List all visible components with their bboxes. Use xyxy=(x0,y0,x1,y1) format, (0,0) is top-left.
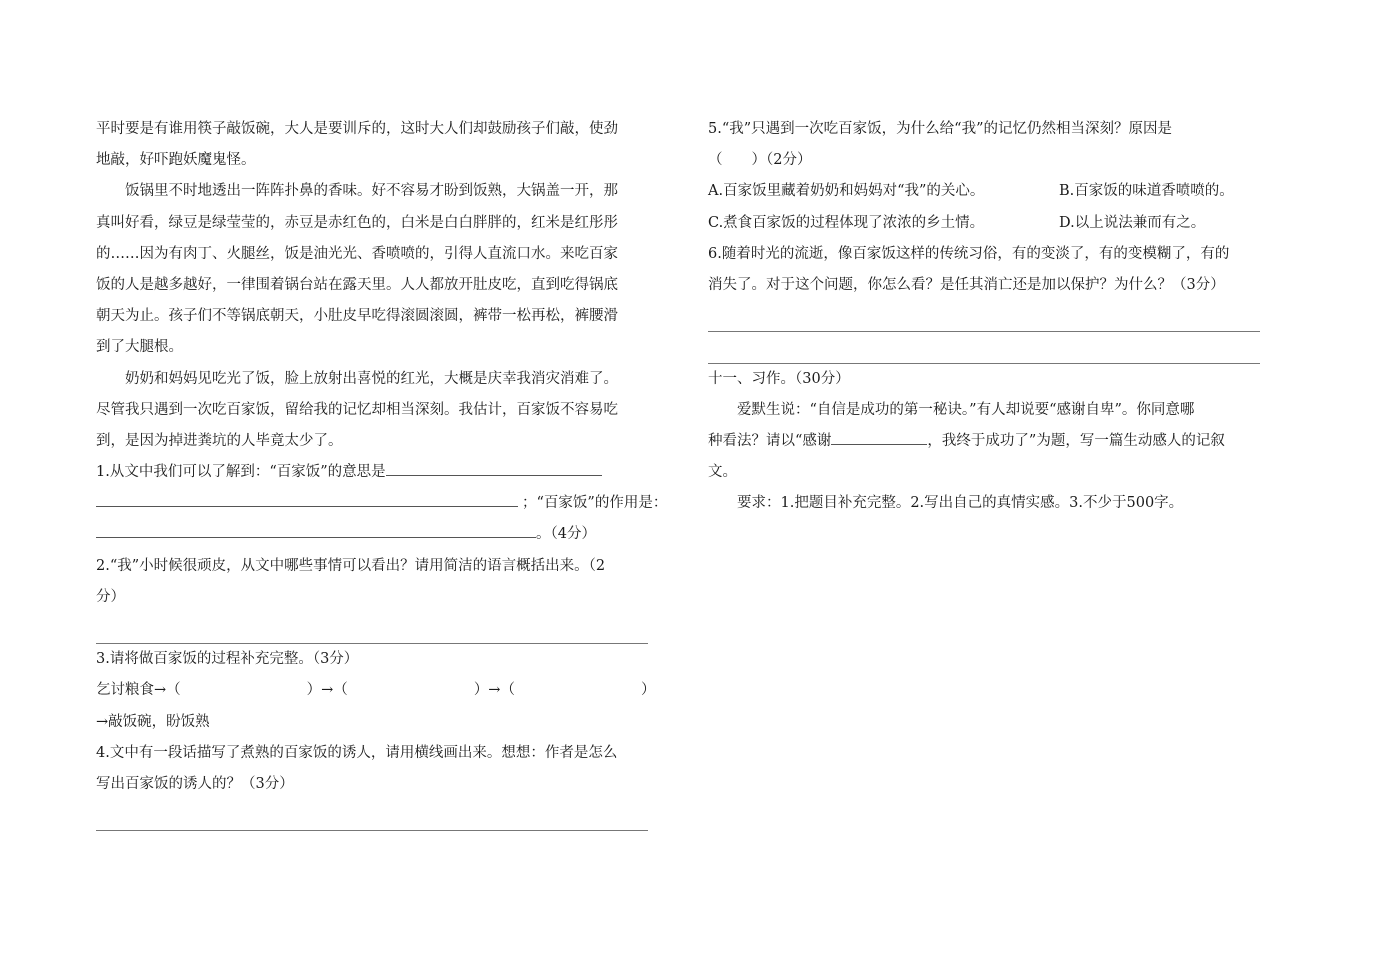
answer-line[interactable] xyxy=(96,613,688,644)
question-1-line2 xyxy=(96,488,688,519)
question-3-last: →敲饭碗，盼饭熟 xyxy=(96,713,210,730)
right-column xyxy=(708,114,1288,519)
option-d[interactable]: D.以上说法兼而有之。 xyxy=(1059,214,1206,231)
passage-line: 地敲，好吓跑妖魔鬼怪。 xyxy=(96,152,256,169)
composition-prompt: 爱默生说：“自信是成功的第一秘诀。”有人却说要“感谢自卑”。你同意哪 xyxy=(737,401,1195,418)
question-6: 6.随着时光的流逝，像百家饭这样的传统习俗，有的变淡了，有的变模糊了，有的 xyxy=(708,245,1230,262)
answer-blank[interactable] xyxy=(386,457,602,476)
question-4-line2: 写出百家饭的诱人的？（3分） xyxy=(96,775,294,792)
process-arrow: ）→（ xyxy=(306,682,348,699)
left-column xyxy=(96,114,688,831)
question-1-line3 xyxy=(96,519,688,550)
question-5-line2: （ ）（2分） xyxy=(708,152,812,169)
process-arrow: ）→（ xyxy=(473,682,515,699)
passage-line: 的……因为有肉丁、火腿丝，饭是油光光、香喷喷的，引得人直流口水。来吃百家 xyxy=(96,245,618,262)
question-2: 2.“我”小时候很顽皮，从文中哪些事情可以看出？请用简洁的语言概括出来。（2 xyxy=(96,557,606,574)
question-2-line2: 分） xyxy=(96,588,125,605)
option-c[interactable]: C.煮食百家饭的过程体现了浓浓的乡土情。 xyxy=(708,214,985,231)
composition-title: 十一、习作。（30分） xyxy=(708,370,850,387)
question-6-line2: 消失了。对于这个问题，你怎么看？是任其消亡还是加以保护？为什么？（3分） xyxy=(708,276,1225,293)
question-1-text: 。（4分） xyxy=(536,526,596,543)
passage-line: 真叫好看，绿豆是绿莹莹的，赤豆是赤红色的，白米是白白胖胖的，红米是红彤彤 xyxy=(96,214,618,231)
composition-prompt-line3: 文。 xyxy=(708,464,737,481)
passage-line: 到，是因为掉进粪坑的人毕竟太少了。 xyxy=(96,432,343,449)
composition-prompt-line2 xyxy=(708,426,1288,457)
composition-requirements: 要求：1.把题目补充完整。2.写出自己的真情实感。3.不少于500字。 xyxy=(737,495,1184,512)
passage-line: 朝天为止。孩子们不等锅底朝天，小肚皮早吃得滚圆滚圆，裤带一松再松，裤腰滑 xyxy=(96,308,618,325)
passage-line: 饭的人是越多越好，一律围着锅台站在露天里。人人都放开肚皮吃，直到吃得锅底 xyxy=(96,276,618,293)
answer-blank[interactable] xyxy=(96,488,518,507)
option-b[interactable]: B.百家饭的味道香喷喷的。 xyxy=(1059,183,1234,200)
passage-line: 饭锅里不时地透出一阵阵扑鼻的香味。好不容易才盼到饭熟，大锅盖一开，那 xyxy=(125,183,618,200)
option-a[interactable]: A.百家饭里藏着奶奶和妈妈对“我”的关心。 xyxy=(708,183,985,200)
question-5-options-row1 xyxy=(708,176,1288,207)
question-1-text: ；“百家饭”的作用是： xyxy=(522,495,668,512)
process-end: ） xyxy=(640,682,656,699)
passage-line: 尽管我只遇到一次吃百家饭，留给我的记忆却相当深刻。我估计，百家饭不容易吃 xyxy=(96,401,618,418)
title-blank[interactable] xyxy=(831,426,927,445)
question-3-process xyxy=(96,675,688,706)
passage-line: 平时要是有谁用筷子敲饭碗，大人是要训斥的，这时大人们却鼓励孩子们敲，使劲 xyxy=(96,121,618,137)
question-3: 3.请将做百家饭的过程补充完整。（3分） xyxy=(96,651,359,668)
question-1 xyxy=(96,457,688,488)
answer-line[interactable] xyxy=(708,301,1288,332)
answer-line[interactable] xyxy=(708,332,1288,363)
process-step: 乞讨粮食→（ xyxy=(96,682,181,699)
question-1-text: 1.从文中我们可以了解到：“百家饭”的意思是 xyxy=(96,464,386,481)
passage-line: 奶奶和妈妈见吃光了饭，脸上放射出喜悦的红光，大概是庆幸我消灾消难了。 xyxy=(125,370,618,387)
question-5-options-row2 xyxy=(708,208,1288,239)
passage-line: 到了大腿根。 xyxy=(96,339,183,356)
question-5: 5.“我”只遇到一次吃百家饭，为什么给“我”的记忆仍然相当深刻？原因是 xyxy=(708,121,1172,137)
answer-line[interactable] xyxy=(96,800,688,831)
question-4: 4.文中有一段话描写了煮熟的百家饭的诱人，请用横线画出来。想想：作者是怎么 xyxy=(96,744,618,761)
composition-text: 种看法？请以“感谢 xyxy=(708,432,832,449)
composition-text: ，我终于成功了”为题，写一篇生动感人的记叙 xyxy=(927,432,1225,449)
answer-blank[interactable] xyxy=(96,519,536,538)
